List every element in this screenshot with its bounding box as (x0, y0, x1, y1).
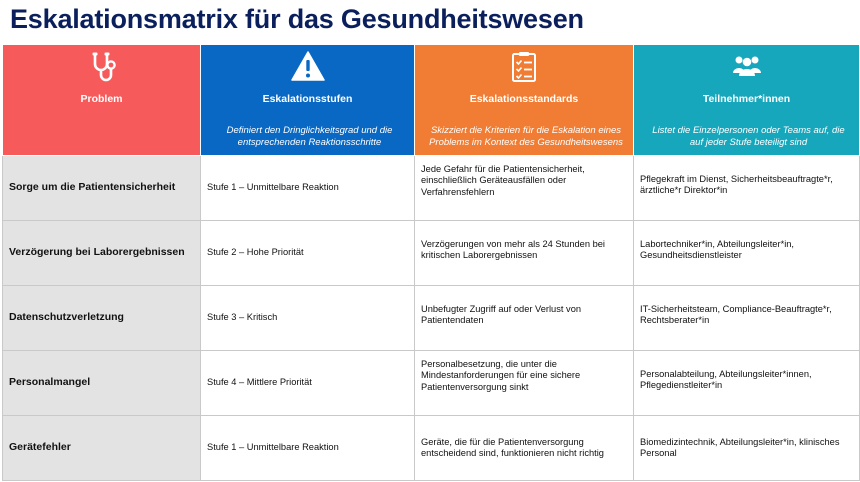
checklist-icon (415, 51, 633, 83)
header-standards (415, 45, 634, 156)
level-text: Stufe 4 – Mittlere Priorität (207, 377, 312, 388)
header-label: Eskalationsstandards (469, 93, 579, 105)
problem-cell: Sorge um die Patientensicherheit (3, 156, 201, 221)
participants-cell (634, 416, 860, 481)
header-label: Eskalationsstufen (262, 93, 353, 105)
participants-text: Biomedizintechnik, Abteilungsleiter*in, klinisches Personal (640, 436, 840, 458)
participants-text: Pflegekraft im Dienst, Sicherheitsbeauftragte*r, ärztliche*r Direktor*in (640, 173, 833, 195)
header-description: Skizziert die Kriterien für die Eskalation eines Problems im Kontext des Gesundheitswesens (429, 125, 623, 148)
header-label: Problem (80, 93, 123, 105)
level-cell (201, 351, 415, 416)
problem-cell: Gerätefehler (3, 416, 201, 481)
standard-text: Verzögerungen von mehr als 24 Stunden bei kritischen Laborergebnissen (421, 238, 605, 260)
level-text: Stufe 1 – Unmittelbare Reaktion (207, 442, 339, 453)
standard-text: Unbefugter Zugriff auf oder Verlust von Patientendaten (421, 303, 582, 325)
standard-text: Personalbesetzung, die unter die Mindestanforderungen für eine sichere Patientenversorgung sinkt (421, 358, 581, 392)
header-problem (3, 45, 201, 156)
level-cell (201, 286, 415, 351)
problem-cell: Verzögerung bei Laborergebnissen (3, 221, 201, 286)
header-levels (201, 45, 415, 156)
table-row (3, 351, 860, 416)
problem-cell: Datenschutzverletzung (3, 286, 201, 351)
standard-cell (415, 351, 634, 416)
page-title: Eskalationsmatrix für das Gesundheitswesen (10, 4, 584, 34)
team-icon (634, 51, 859, 83)
standard-cell (415, 156, 634, 221)
escalation-matrix-table (2, 44, 860, 481)
table-row (3, 286, 860, 351)
participants-text: Personalabteilung, Abteilungsleiter*innen, Pflegedienstleiter*in (640, 368, 812, 390)
standard-cell (415, 416, 634, 481)
standard-text: Geräte, die für die Patientenversorgung entscheidend sind, funktionieren nicht richtig (421, 436, 604, 458)
table-row (3, 416, 860, 481)
standard-text: Jede Gefahr für die Patientensicherheit, einschließlich Geräteausfällen oder Verfahrensfehlern (421, 163, 585, 197)
level-cell (201, 221, 415, 286)
level-cell (201, 156, 415, 221)
standard-cell (415, 221, 634, 286)
table-row (3, 156, 860, 221)
stethoscope-icon (3, 51, 200, 83)
participants-text: IT-Sicherheitsteam, Compliance-Beauftragte*r, Rechtsberater*in (640, 303, 832, 325)
table-row (3, 221, 860, 286)
problem-cell: Personalmangel (3, 351, 201, 416)
level-text: Stufe 1 – Unmittelbare Reaktion (207, 182, 339, 193)
participants-cell (634, 156, 860, 221)
participants-cell (634, 286, 860, 351)
participants-cell (634, 221, 860, 286)
standard-cell (415, 286, 634, 351)
participants-cell (634, 351, 860, 416)
participants-text: Labortechniker*in, Abteilungsleiter*in, Gesundheitsdienstleister (640, 238, 795, 260)
header-row (3, 45, 860, 156)
level-cell (201, 416, 415, 481)
header-participants (634, 45, 860, 156)
header-label: Teilnehmer*innen (702, 93, 791, 105)
header-description: Definiert den Dringlichkeitsgrad und die entsprechenden Reaktionsschritte (226, 125, 393, 148)
header-description: Listet die Einzelpersonen oder Teams auf, die auf jeder Stufe beteiligt sind (652, 125, 845, 148)
level-text: Stufe 2 – Hohe Priorität (207, 247, 304, 258)
level-text: Stufe 3 – Kritisch (207, 312, 278, 323)
warning-icon (201, 51, 414, 83)
